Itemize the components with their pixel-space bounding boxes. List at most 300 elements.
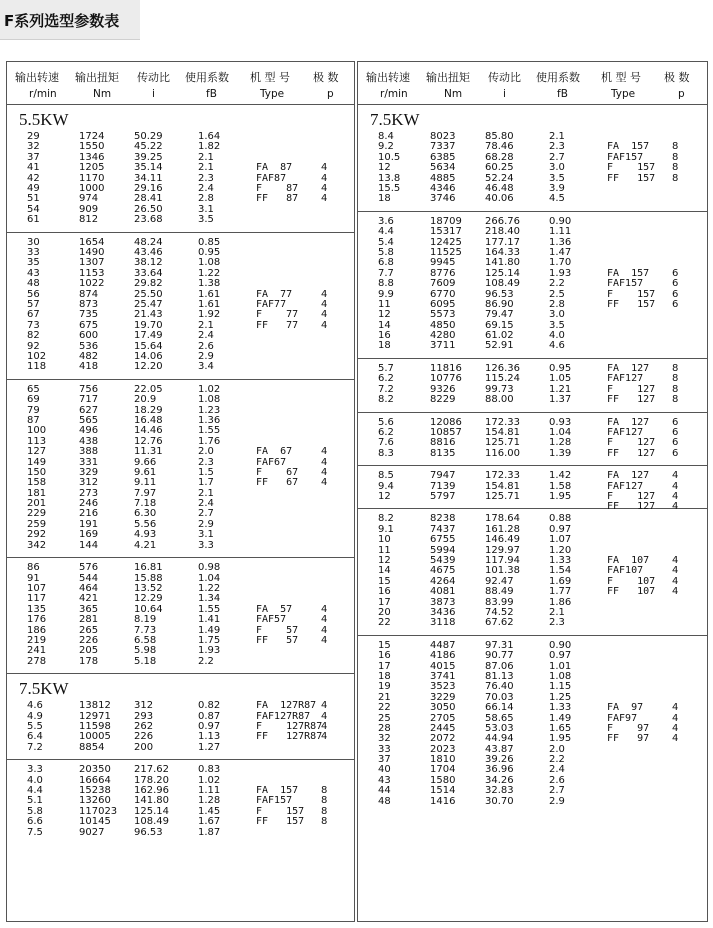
cell-poles: 4 xyxy=(321,477,328,489)
cell-speed: 5.6 xyxy=(378,416,394,428)
cell-factor: 2.3 xyxy=(549,141,565,153)
cell-poles: 4 xyxy=(321,731,328,743)
header-ratio-cn: 传动比 xyxy=(137,71,170,84)
cell-factor: 1.77 xyxy=(549,586,572,598)
cell-torque: 3050 xyxy=(430,702,456,714)
cell-type: FAF97 xyxy=(607,712,638,724)
cell-speed: 61 xyxy=(27,214,40,226)
cell-type: F 67 xyxy=(256,466,299,478)
column-torque xyxy=(79,701,111,753)
cell-ratio: 117.94 xyxy=(485,554,520,566)
table-group xyxy=(358,105,707,212)
table-group xyxy=(7,380,354,558)
cell-speed: 33 xyxy=(378,743,391,755)
cell-factor: 2.8 xyxy=(198,193,214,205)
cell-speed: 6.2 xyxy=(378,373,394,385)
cell-ratio: 178.64 xyxy=(485,513,520,525)
column-ratio xyxy=(134,765,169,838)
cell-torque: 10145 xyxy=(79,816,111,828)
cell-type: FF 127R87 xyxy=(256,731,323,743)
cell-ratio: 126.36 xyxy=(485,363,520,374)
cell-speed: 8.3 xyxy=(378,447,394,459)
cell-factor: 1.34 xyxy=(198,593,221,605)
cell-factor: 2.0 xyxy=(549,743,565,755)
cell-torque: 1704 xyxy=(430,764,456,776)
cell-ratio: 29.82 xyxy=(134,278,163,290)
cell-poles: 4 xyxy=(321,634,328,646)
cell-speed: 292 xyxy=(27,529,47,541)
cell-torque: 496 xyxy=(79,425,99,437)
cell-type: FF 127 xyxy=(607,501,656,513)
cell-factor: 1.23 xyxy=(198,404,221,416)
cell-ratio: 172.33 xyxy=(485,470,520,482)
cell-factor: 1.93 xyxy=(549,267,572,279)
cell-torque: 7139 xyxy=(430,480,456,492)
cell-ratio: 83.99 xyxy=(485,596,514,608)
cell-torque: 464 xyxy=(79,582,99,594)
cell-factor: 1.08 xyxy=(198,257,221,269)
cell-factor: 1.69 xyxy=(549,575,572,587)
cell-ratio: 87.06 xyxy=(485,660,514,672)
cell-poles: 8 xyxy=(672,363,679,374)
cell-ratio: 13.52 xyxy=(134,582,163,594)
cell-factor: 1.7 xyxy=(198,477,214,489)
cell-ratio: 15.64 xyxy=(134,340,163,352)
cell-torque: 1022 xyxy=(79,278,105,290)
cell-torque: 1490 xyxy=(79,246,105,258)
cell-speed: 7.7 xyxy=(378,267,394,279)
table-group xyxy=(358,359,707,413)
column-factor xyxy=(198,563,220,667)
header-torque-cn: 输出扭矩 xyxy=(75,71,119,84)
cell-ratio: 74.52 xyxy=(485,606,514,618)
cell-speed: 8.2 xyxy=(378,394,394,406)
cell-factor: 3.1 xyxy=(198,529,214,541)
cell-torque: 1654 xyxy=(79,236,105,248)
cell-speed: 22 xyxy=(378,702,391,714)
cell-torque: 8023 xyxy=(430,131,456,142)
cell-ratio: 20.9 xyxy=(134,394,157,406)
cell-torque: 205 xyxy=(79,645,99,657)
cell-factor: 1.20 xyxy=(549,544,572,556)
cell-ratio: 53.03 xyxy=(485,722,514,734)
cell-ratio: 23.68 xyxy=(134,214,163,226)
header-poles-en: p xyxy=(327,88,334,100)
column-factor xyxy=(549,514,571,628)
cell-ratio: 141.80 xyxy=(134,795,169,807)
column-type xyxy=(256,447,298,489)
cell-torque: 8135 xyxy=(430,447,456,459)
column-ratio xyxy=(134,563,163,667)
column-ratio xyxy=(134,238,163,373)
cell-factor: 1.08 xyxy=(549,670,572,682)
column-type xyxy=(607,556,655,598)
cell-poles: 8 xyxy=(321,784,328,796)
cell-torque: 438 xyxy=(79,435,99,447)
column-factor xyxy=(549,418,571,460)
cell-poles: 4 xyxy=(321,614,328,626)
cell-speed: 21 xyxy=(378,691,391,703)
cell-speed: 3.3 xyxy=(27,764,43,776)
cell-poles: 6 xyxy=(672,437,679,449)
cell-ratio: 39.26 xyxy=(485,754,514,766)
cell-ratio: 262 xyxy=(134,720,154,732)
left-table-panel xyxy=(6,61,355,922)
cell-factor: 1.02 xyxy=(198,774,221,786)
cell-torque: 4885 xyxy=(430,172,456,184)
title-bar xyxy=(0,0,140,40)
cell-factor: 1.86 xyxy=(549,596,572,608)
cell-type: FAF127 xyxy=(607,373,644,385)
cell-type: FA 157 xyxy=(607,141,650,153)
cell-ratio: 125.14 xyxy=(485,267,520,279)
cell-ratio: 21.43 xyxy=(134,309,163,321)
cell-torque: 1170 xyxy=(79,172,105,184)
cell-ratio: 6.30 xyxy=(134,508,157,520)
cell-speed: 18 xyxy=(378,193,391,205)
cell-ratio: 129.97 xyxy=(485,544,520,556)
cell-ratio: 78.46 xyxy=(485,141,514,153)
cell-poles: 6 xyxy=(672,426,679,438)
cell-ratio: 22.05 xyxy=(134,383,163,395)
cell-speed: 42 xyxy=(27,172,40,184)
cell-speed: 30 xyxy=(27,236,40,248)
cell-poles: 8 xyxy=(321,795,328,807)
cell-ratio: 19.70 xyxy=(134,319,163,331)
cell-type: FA 97 xyxy=(607,702,644,714)
cell-ratio: 81.13 xyxy=(485,670,514,682)
power-rating: 5.5KW xyxy=(19,110,69,129)
cell-type: F 57 xyxy=(256,624,299,636)
cell-type: FAF57 xyxy=(256,614,287,626)
cell-ratio: 96.53 xyxy=(485,288,514,300)
cell-speed: 73 xyxy=(27,319,40,331)
cell-torque: 3741 xyxy=(430,670,456,682)
cell-factor: 1.75 xyxy=(198,634,221,646)
cell-type: F 157 xyxy=(607,288,656,300)
column-speed xyxy=(378,471,394,502)
cell-torque: 2705 xyxy=(430,712,456,724)
page-title: F系列选型参数表 xyxy=(4,12,120,30)
cell-speed: 9.9 xyxy=(378,288,394,300)
header-factor-cn: 使用系数 xyxy=(536,71,580,84)
cell-torque: 544 xyxy=(79,572,99,584)
cell-factor: 2.6 xyxy=(198,340,214,352)
cell-torque: 5573 xyxy=(430,309,456,321)
cell-ratio: 293 xyxy=(134,710,154,722)
column-type xyxy=(256,701,322,743)
cell-speed: 40 xyxy=(378,764,391,776)
cell-ratio: 29.16 xyxy=(134,182,163,194)
cell-type: FA 77 xyxy=(256,288,293,300)
cell-type: FAF157 xyxy=(607,151,644,163)
column-type xyxy=(256,605,298,647)
cell-torque: 4487 xyxy=(430,639,456,651)
cell-torque: 6385 xyxy=(430,151,456,163)
cell-factor: 2.1 xyxy=(198,319,214,331)
cell-ratio: 125.14 xyxy=(134,805,169,817)
cell-ratio: 5.56 xyxy=(134,518,157,530)
cell-torque: 4280 xyxy=(430,330,456,342)
cell-torque: 4015 xyxy=(430,660,456,672)
cell-ratio: 40.06 xyxy=(485,193,514,205)
cell-poles: 4 xyxy=(672,702,679,714)
column-type xyxy=(256,290,298,332)
cell-speed: 65 xyxy=(27,383,40,395)
cell-ratio: 39.25 xyxy=(134,151,163,163)
cell-torque: 11816 xyxy=(430,363,462,374)
column-torque xyxy=(430,471,455,502)
cell-poles: 4 xyxy=(672,554,679,566)
cell-factor: 4.6 xyxy=(549,340,565,352)
cell-factor: 3.9 xyxy=(549,182,565,194)
cell-poles: 4 xyxy=(321,298,328,310)
cell-torque: 8229 xyxy=(430,394,456,406)
cell-torque: 974 xyxy=(79,193,99,205)
column-ratio xyxy=(485,641,514,807)
cell-factor: 3.5 xyxy=(198,214,214,226)
cell-ratio: 12.20 xyxy=(134,361,163,373)
cell-speed: 32 xyxy=(378,733,391,745)
cell-torque: 7947 xyxy=(430,470,456,482)
cell-speed: 102 xyxy=(27,350,47,362)
column-factor xyxy=(198,765,220,838)
column-poles xyxy=(321,605,327,647)
cell-ratio: 76.40 xyxy=(485,681,514,693)
column-ratio xyxy=(485,471,520,502)
column-type xyxy=(607,703,649,745)
column-torque xyxy=(79,132,104,226)
cell-ratio: 161.28 xyxy=(485,523,520,535)
cell-ratio: 34.26 xyxy=(485,774,514,786)
cell-speed: 14 xyxy=(378,565,391,577)
cell-torque: 6755 xyxy=(430,534,456,546)
cell-ratio: 108.49 xyxy=(134,816,169,828)
cell-type: FAF127R87 xyxy=(256,710,311,722)
cell-ratio: 32.83 xyxy=(485,785,514,797)
cell-speed: 49 xyxy=(27,182,40,194)
cell-factor: 1.54 xyxy=(549,565,572,577)
cell-ratio: 96.53 xyxy=(134,826,163,838)
column-factor xyxy=(198,701,220,753)
cell-speed: 5.8 xyxy=(378,246,394,258)
cell-torque: 10005 xyxy=(79,731,111,743)
column-poles xyxy=(672,269,678,311)
cell-ratio: 52.91 xyxy=(485,340,514,352)
cell-ratio: 115.24 xyxy=(485,373,520,385)
cell-factor: 1.33 xyxy=(549,554,572,566)
cell-torque: 16664 xyxy=(79,774,111,786)
cell-factor: 2.0 xyxy=(198,446,214,458)
cell-ratio: 14.46 xyxy=(134,425,163,437)
cell-factor: 2.7 xyxy=(549,785,565,797)
cell-torque: 1307 xyxy=(79,257,105,269)
cell-ratio: 35.14 xyxy=(134,162,163,174)
cell-factor: 2.7 xyxy=(549,151,565,163)
cell-speed: 35 xyxy=(27,257,40,269)
cell-torque: 874 xyxy=(79,288,99,300)
column-type xyxy=(607,471,655,513)
cell-speed: 18 xyxy=(378,340,391,352)
cell-ratio: 34.11 xyxy=(134,172,163,184)
cell-poles: 4 xyxy=(321,182,328,194)
cell-ratio: 217.62 xyxy=(134,764,169,776)
cell-poles: 4 xyxy=(672,501,679,513)
cell-speed: 41 xyxy=(27,162,40,174)
cell-torque: 756 xyxy=(79,383,99,395)
column-poles xyxy=(321,786,327,828)
cell-factor: 3.1 xyxy=(198,203,214,215)
cell-torque: 4264 xyxy=(430,575,456,587)
cell-speed: 4.4 xyxy=(378,226,394,238)
cell-torque: 4186 xyxy=(430,650,456,662)
cell-torque: 2445 xyxy=(430,722,456,734)
cell-speed: 158 xyxy=(27,477,47,489)
cell-factor: 1.33 xyxy=(549,702,572,714)
column-torque xyxy=(430,364,462,406)
cell-speed: 100 xyxy=(27,425,47,437)
cell-speed: 4.9 xyxy=(27,710,43,722)
cell-ratio: 28.41 xyxy=(134,193,163,205)
cell-torque: 4346 xyxy=(430,182,456,194)
cell-speed: 6.4 xyxy=(27,731,43,743)
cell-factor: 1.36 xyxy=(549,236,572,248)
header-speed-en: r/min xyxy=(380,88,408,100)
cell-factor: 1.87 xyxy=(198,826,221,838)
cell-poles: 8 xyxy=(672,394,679,406)
cell-poles: 8 xyxy=(672,373,679,385)
cell-factor: 2.8 xyxy=(549,298,565,310)
column-type xyxy=(607,269,655,311)
cell-factor: 2.1 xyxy=(549,131,565,142)
header-type-cn: 机 型 号 xyxy=(250,71,290,84)
cell-speed: 6.2 xyxy=(378,426,394,438)
cell-poles: 4 xyxy=(321,700,328,712)
column-speed xyxy=(27,701,43,753)
column-poles xyxy=(321,447,327,489)
cell-speed: 241 xyxy=(27,645,47,657)
cell-torque: 8816 xyxy=(430,437,456,449)
column-type xyxy=(607,418,655,460)
table-group xyxy=(7,233,354,380)
cell-speed: 22 xyxy=(378,617,391,629)
cell-type: FAF127 xyxy=(607,480,644,492)
cell-torque: 9945 xyxy=(430,257,456,269)
cell-ratio: 90.77 xyxy=(485,650,514,662)
cell-speed: 82 xyxy=(27,330,40,342)
cell-ratio: 69.15 xyxy=(485,319,514,331)
cell-type: FF 127 xyxy=(607,447,656,459)
cell-ratio: 92.47 xyxy=(485,575,514,587)
cell-type: F 127 xyxy=(607,383,656,395)
cell-poles: 4 xyxy=(672,733,679,745)
cell-factor: 1.21 xyxy=(549,383,572,395)
cell-speed: 3.6 xyxy=(378,215,394,227)
cell-torque: 365 xyxy=(79,603,99,615)
cell-type: FA 127R87 xyxy=(256,700,317,712)
table-header xyxy=(358,62,707,105)
cell-type: FF 157 xyxy=(256,816,305,828)
cell-ratio: 312 xyxy=(134,700,154,712)
table-group xyxy=(7,760,354,921)
cell-torque: 246 xyxy=(79,498,99,510)
cell-torque: 1153 xyxy=(79,267,105,279)
cell-factor: 2.4 xyxy=(198,498,214,510)
cell-ratio: 86.90 xyxy=(485,298,514,310)
cell-ratio: 97.31 xyxy=(485,639,514,651)
cell-ratio: 8.19 xyxy=(134,614,157,626)
header-speed-cn: 输出转速 xyxy=(366,71,410,84)
table-group xyxy=(7,674,354,760)
cell-speed: 57 xyxy=(27,298,40,310)
header-factor-en: fB xyxy=(557,88,568,100)
cell-speed: 127 xyxy=(27,446,47,458)
cell-speed: 15.5 xyxy=(378,182,401,194)
cell-ratio: 12.29 xyxy=(134,593,163,605)
cell-type: F 127 xyxy=(607,490,656,502)
cell-speed: 342 xyxy=(27,539,47,551)
cell-ratio: 50.29 xyxy=(134,131,163,142)
column-speed xyxy=(27,132,40,226)
cell-ratio: 7.73 xyxy=(134,624,157,636)
cell-ratio: 66.14 xyxy=(485,702,514,714)
column-speed xyxy=(378,132,400,205)
cell-factor: 2.4 xyxy=(198,330,214,342)
cell-factor: 1.49 xyxy=(549,712,572,724)
cell-speed: 4.0 xyxy=(27,774,43,786)
cell-factor: 1.5 xyxy=(198,466,214,478)
cell-factor: 1.01 xyxy=(549,660,572,672)
cell-torque: 312 xyxy=(79,477,99,489)
cell-factor: 2.3 xyxy=(198,172,214,184)
cell-ratio: 146.49 xyxy=(485,534,520,546)
cell-factor: 2.9 xyxy=(198,518,214,530)
column-poles xyxy=(672,556,678,598)
cell-type: FA 157 xyxy=(256,784,299,796)
cell-speed: 9.2 xyxy=(378,141,394,153)
cell-speed: 113 xyxy=(27,435,47,447)
cell-torque: 7609 xyxy=(430,278,456,290)
cell-poles: 8 xyxy=(321,805,328,817)
cell-speed: 37 xyxy=(378,754,391,766)
cell-factor: 1.39 xyxy=(549,447,572,459)
cell-ratio: 25.50 xyxy=(134,288,163,300)
cell-type: FF 107 xyxy=(607,586,656,598)
cell-torque: 331 xyxy=(79,456,99,468)
cell-speed: 6.8 xyxy=(378,257,394,269)
column-poles xyxy=(672,418,678,460)
cell-factor: 2.1 xyxy=(198,162,214,174)
cell-torque: 144 xyxy=(79,539,99,551)
cell-speed: 4.6 xyxy=(27,700,43,712)
cell-torque: 576 xyxy=(79,562,99,574)
column-torque xyxy=(430,418,462,460)
cell-type: FF 157 xyxy=(607,172,656,184)
cell-factor: 0.93 xyxy=(549,416,572,428)
cell-ratio: 61.02 xyxy=(485,330,514,342)
cell-type: FA 57 xyxy=(256,603,293,615)
cell-factor: 2.3 xyxy=(549,617,565,629)
cell-torque: 1416 xyxy=(430,795,456,807)
cell-torque: 1346 xyxy=(79,151,105,163)
cell-poles: 4 xyxy=(321,624,328,636)
cell-speed: 51 xyxy=(27,193,40,205)
cell-ratio: 52.24 xyxy=(485,172,514,184)
cell-speed: 4.4 xyxy=(27,784,43,796)
cell-torque: 1514 xyxy=(430,785,456,797)
cell-poles: 4 xyxy=(672,490,679,502)
cell-factor: 1.58 xyxy=(549,480,572,492)
